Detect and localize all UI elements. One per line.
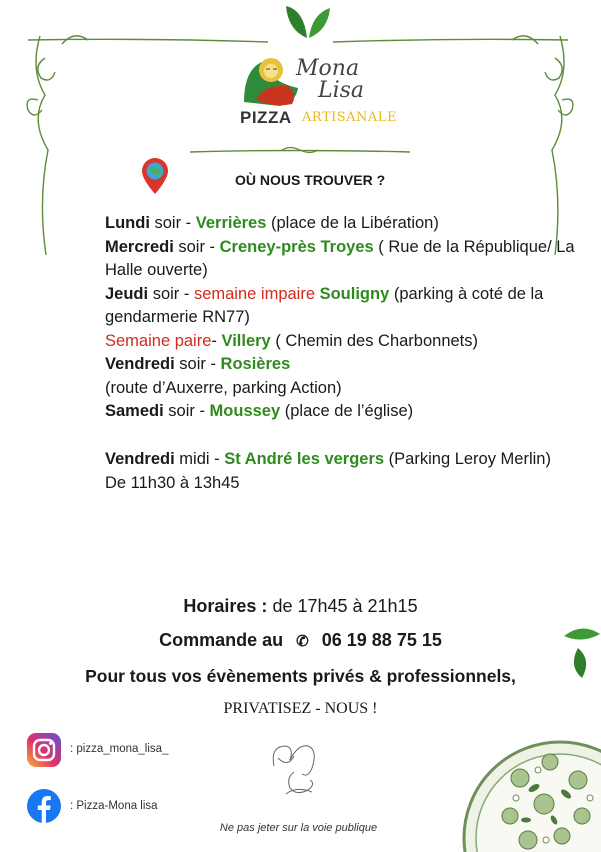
time-label: soir - <box>148 284 194 303</box>
leaf-icon <box>282 0 334 40</box>
privatisez-cta: PRIVATISEZ - NOUS ! <box>223 700 378 717</box>
day-label: Mercredi <box>105 237 174 256</box>
schedule-jeudi <box>105 283 575 330</box>
place-name: Villery <box>221 331 271 350</box>
instagram-icon[interactable] <box>26 732 62 768</box>
place-name: Moussey <box>209 402 281 420</box>
brand-lisa: Lisa <box>318 78 365 103</box>
schedule-mercredi <box>105 236 575 283</box>
order-label: Commande au <box>159 630 284 650</box>
leaf-icon <box>562 622 601 680</box>
place-detail: (place de la Libération) <box>266 214 439 232</box>
phone-icon: ✆ <box>296 633 309 650</box>
instagram-handle[interactable]: : pizza_mona_lisa_ <box>70 743 169 755</box>
facebook-icon[interactable] <box>26 788 62 824</box>
schedule-lundi <box>105 212 575 236</box>
time-label: soir - <box>149 214 196 232</box>
week-note: semaine impaire <box>193 284 316 303</box>
schedule-midi <box>105 448 575 495</box>
time-label: midi - <box>174 450 225 468</box>
week-note: Semaine paire <box>105 331 212 350</box>
day-label: Samedi <box>105 402 164 420</box>
events-line: Pour tous vos évènements privés & professionnels, <box>85 666 516 686</box>
place-detail: ( Chemin des Charbonnets) <box>270 331 478 350</box>
monogram-icon <box>266 738 326 800</box>
place-detail: (Parking Leroy Merlin) De 11h30 à 13h45 <box>105 450 551 492</box>
hours-value: de 17h45 à 21h15 <box>267 596 418 616</box>
mona-lisa-logo-icon <box>240 50 302 110</box>
time-label: soir - <box>163 402 210 420</box>
location-pin-icon <box>140 157 170 195</box>
footer-notice: Ne pas jeter sur la voie publique <box>219 822 378 834</box>
schedule-semaine-paire <box>105 330 575 354</box>
time-label: soir - <box>174 355 221 373</box>
day-label: Lundi <box>105 214 150 232</box>
place-detail: (route d’Auxerre, parking Action) <box>105 378 342 397</box>
hours-line <box>0 596 601 617</box>
brand-pizza: PIZZA <box>240 108 292 127</box>
brand-mona: Mona <box>296 56 360 81</box>
brand-artisanale: ARTISANALE <box>302 110 397 125</box>
time-label: soir - <box>173 237 220 256</box>
schedule-list <box>105 212 575 424</box>
place-name: Verrières <box>195 214 267 232</box>
hours-label: Horaires : <box>183 596 268 616</box>
day-label: Vendredi <box>105 355 175 373</box>
separator: - <box>211 331 222 350</box>
schedule-vendredi <box>105 353 575 377</box>
place-name: Creney-près Troyes <box>219 237 374 256</box>
place-detail: (parking à coté de la gendarmerie RN77) <box>105 284 544 326</box>
phone-number[interactable]: 06 19 88 75 15 <box>321 630 442 650</box>
day-label: Vendredi <box>105 450 175 468</box>
section-title: OÙ NOUS TROUVER ? <box>235 172 386 188</box>
facebook-handle[interactable]: : Pizza-Mona lisa <box>70 800 158 812</box>
place-name: Rosières <box>220 355 291 373</box>
order-line <box>0 630 601 651</box>
day-label: Jeudi <box>105 284 149 303</box>
place-detail: (place de l’église) <box>280 402 414 420</box>
place-name: Souligny <box>315 284 390 303</box>
schedule-vendredi-detail <box>105 377 575 401</box>
schedule-samedi <box>105 400 575 424</box>
place-name: St André les vergers <box>224 450 385 468</box>
place-detail: ( Rue de la République/ La Halle ouverte) <box>105 237 575 279</box>
